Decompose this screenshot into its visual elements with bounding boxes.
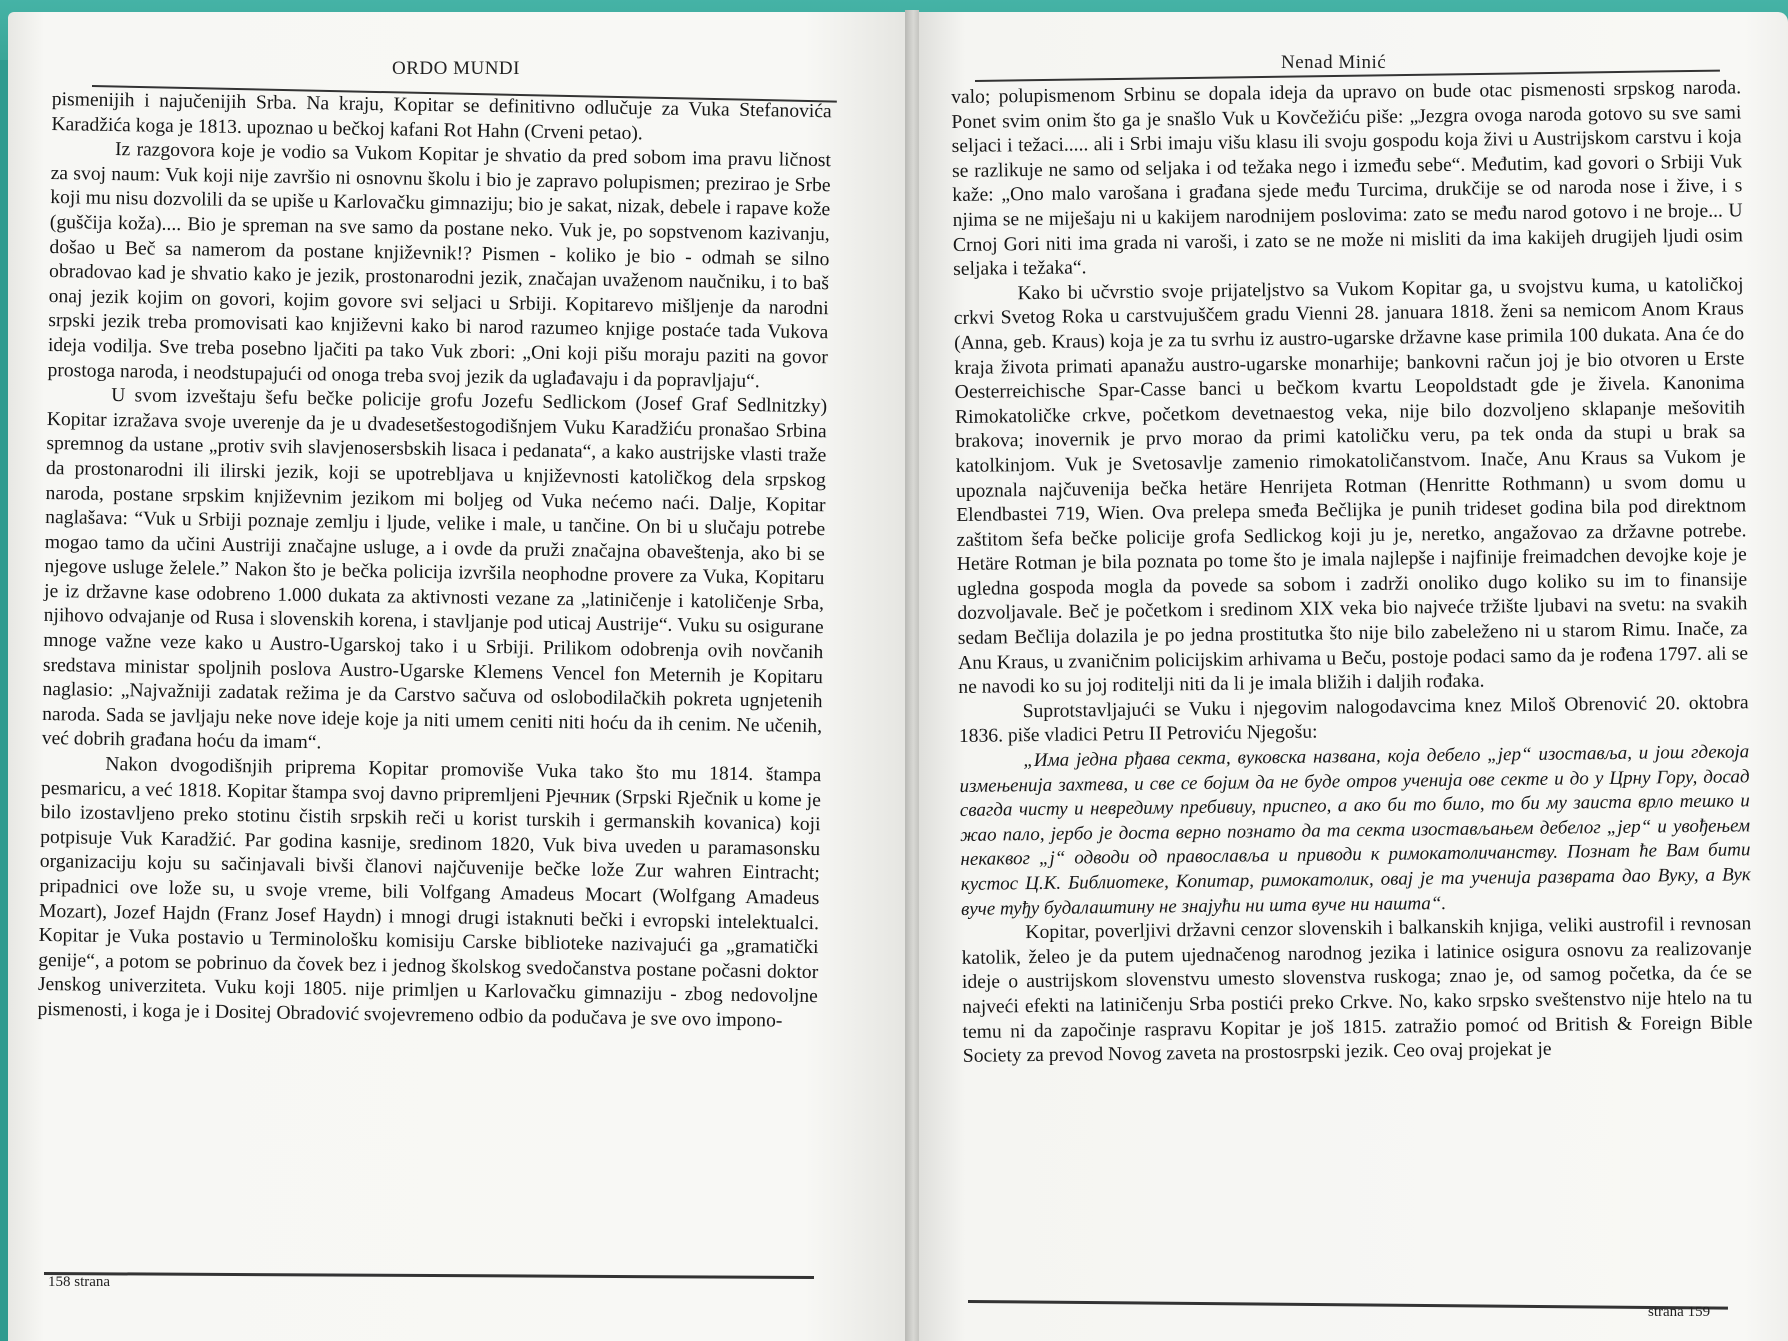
book-gutter	[905, 10, 919, 1341]
paragraph: pismenijih i najučenijih Srba. Na kraju, Kopitar se definitivno odlučuje za Vuka Stefanovića Karadžića koga je 1813. upoznao u bečkoj kafani Rot Hahn (Crveni petao).	[51, 88, 832, 144]
paragraph: Nakon dvogodišnjih priprema Kopitar promoviše Vuka tako što mu 1814. štampa pesmaricu, a već 1818. Kopitar štampa svoj davno pripremljeni Рјечник (Srpski Rječnik u kome je bilo izostavljeno preko stotinu čistih srpskih reči u korist turskih i germanskih kovanica) koji potpisuje Vuk Karadžić. Par godina kasnije, sredinom 1820, Vuk biva uveden u paramasonsku organizaciju koju su sačinjavali bivši članovi najčuvenije bečke lože Zur wahren Eintracht; pripadnici ove lože su, u svoje vreme, bili Volfgang Amadeus Mocart (Wolfgang Amadeus Mozart), Jozef Hajdn (Franz Josef Haydn) i mnogi drugi istaknuti bečki i evropski intelektualci. Kopitar je Vuka postavio u Terminološku komisiju Carske biblioteke nazivajući ga „gramatički genije“, a potom se pobrinuo da čovek bez i jednog školskog svedočanstva postane počasni doktor Jenskog univerziteta. Vuku koji 1805. nije primljen u Karlovačku gimnaziju - zbog nedovoljne pismenosti, i koga je i Dositej Obradović svojevremeno odbio da podučava je sve ovo impono-	[37, 753, 822, 1032]
paragraph: Suprotstavljajući se Vuku i njegovim nalogodavcima knez Miloš Obrenović 20. oktobra 1836. piše vladici Petru II Petroviću Njegošu:	[958, 692, 1749, 748]
footer-rule	[44, 1272, 814, 1279]
paragraph: Iz razgovora koje je vodio sa Vukom Kopitar je shvatio da pred sobom ima pravu ličnost za svoj naum: Vuk koji nije završio ni osnovnu školu i bio je zapravo polupismen; prezirao je Srbe koji mu nisu dozvolili da se upiše u Karlovačku gimnaziju; bio je sakat, nizak, debele i rapave kože (guščija koža).... Bio je spreman na sve samo da postane neko. Vuk je, po sopstvenom kazivanju, došao u Beč sa namerom da postane književnik!? Pismen - koliko je bio - odmah se silno obradovao kad je shvatio kako je jezik, prostonarodni jezik, značajan uvaženom naučniku, i to baš onaj jezik kojim on govori, kojim govore svi seljaci u Srbiji. Kopitarevo mišljenje da narodni srpski jezik treba promovisati kao književni kako bi narod razumeo knjige postaće tada Vukova ideja vodilja. Sve treba posebno ljačiti pa tako Vuk zbori: „Oni koji pišu moraju paziti na govor prostoga naroda, i neodstupajući od onoga treba svoj jezik da uglađavaju i da popravljaju“.	[47, 139, 832, 392]
body-text	[951, 76, 1753, 1069]
footer-rule	[968, 1300, 1728, 1310]
running-head: Nenad Minić	[1281, 52, 1387, 73]
quotation: „Има једна рђава секта, вуковска названа, која дебело „јер“ изоставља, и још гдекоја измењенија захтева, и све се бојим да не буде отров ученија ове секте и до у Црну Гору, досад свагда чисту и невредиму пребивиу, приспео, а ако би то било, то би му заиста врло тешко и жао пало, јербо је доста верно познато да та секта изостављањем дебелог „јер“ и увођењем некаквог „ј“ одводи од православља и приводи к римокатоличанству. Познат ће Вам бити кустос Ц.К. Библиотеке, Копитар, римокатолик, овај је та ученија разврата дао Вуку, а Вук вуче туђу будалаштину не знајући ни шта вуче ни нашта“.	[959, 741, 1751, 920]
paragraph: U svom izveštaju šefu bečke policije grofu Jozefu Sedlickom (Josef Graf Sedlnitzky) Kopitar izražava svoje uverenje da je u dvadesetšestogodišnjem Vuku Karadžiću pronašao Srbina spremnog da ustane „protiv svih slavjenosersbskih lisaca i pedanata“, a kako austrijske vlasti traže da prostonarodni ili ilirski jezik, koji se upotrebljava u književnosti katoličkog dela srpskog naroda, postane srpskim književnim jezikom mi boljeg od Vuka nećemo naći. Dalje, Kopitar naglašava: “Vuk u Srbiji poznaje zemlju i ljude, velike i male, u tančine. On bi u slučaju potrebe mogao tamo da učini Austriji značajne usluge, a i ovde da pruži značajna obaveštenja, ako bi se njegove usluge želele.” Nakon što je bečka policija izvršila neophodne provere za Vuka, Kopitaru je iz državne kase odobreno 1.000 dukata za aktivnosti vezane za „latiničenje i katoličenje Srba, njihovo odvajanje od Rusa i slovenskih korena, i stavljanje pod uticaj Austrije“. Vuku su osigurane mnoge važne veze kako u Austro-Ugarskoj tako i u Srbiji. Prilikom odobrenja ovih novčanih sredstava ministar spoljnih poslova Austro-Ugarske Klemens Vencel fon Meternih je Kopitaru naglasio: „Najvažniji zadatak režima je da Carstvo sačuva od oslobodilačkih pokreta ugnjetenih naroda. Sada se javljaju neke nove ideje koje ja niti umem ceniti niti hoću da ih cenim. Ne učenih, već dobrih građana hoću da imam“.	[41, 385, 828, 754]
page-number: 158 strana	[48, 1274, 111, 1290]
left-page	[8, 12, 913, 1341]
paragraph: Kako bi učvrstio svoje prijateljstvo sa Vukom Kopitar ga, u svojstvu kuma, u katoličkoj crkvi Svetog Roka u carstvujuščem gradu Vienni 28. januara 1818. ženi sa nemicom Anom Kraus (Anna, geb. Kraus) koja je za tu svrhu iz austro-ugarske državne kase primila 100 dukata. Ana će do kraja života primati apanažu austro-ugarske monarhije; bankovni račun joj je bio otvoren u Erste Oesterreichische Spar-Casse banci u bečkom kvartu Leopoldstadt gde je živela. Kanonima Rimokatoličke crkve, početkom devetnaestog veka, nije bilo dozvoljeno sklapanje mešovitih brakova; inovernik je prvo morao da primi katoličku veru, pa tek onda da stupi u brak sa katolkinjom. Vuk je Svetosavlje zamenio rimokatoličanstvom. Inače, Anu Kraus sa Vukom je upoznala najčuvenija bečka hetäre Henrijeta Rotman (Henritte Rothmann) u svom domu u Elendbastei 719, Wien. Ova prelepa smeđa Bečlijka je punih trideset godina bila pod direktnom zaštitom šefa bečke policije grofa Sedlickog koji ju je, neretko, angažovao za državne potrebe. Hetäre Rotman je bila poznata po tome što je imala najlepše i najfinije freimadchen devojke koje je ugledna gospoda mogla da povede sa sobom i zadrži onoliko dugo koliko su im to finansije dozvoljavale. Beč je početkom i sredinom XIX veka bio najveće tržište ljubavi na svetu: na svakih sedam Bečlija dolazila je po jedna prostitutka što nije bilo zabeleženo ni u starom Rimu. Inače, za Anu Kraus, u zvaničnim policijskim arhivama u Beču, postoje podaci samo da je rođena 1797. ali se ne navodi ko su joj roditelji niti da li je imala bližih i daljih rođaka.	[953, 274, 1749, 699]
paragraph: valo; polupismenom Srbinu se dopala ideja da upravo on bude otac pismenosti srpskog naroda. Ponet svim onim što ga je snašlo Vuk u Kovčežiću piše: „Jezgra ovoga naroda gotovo su sve sami seljaci i težaci..... ali i Srbi imaju višu klasu ili svoju gospodu koja živi u Austrijskom carstvu i koja se razlikuje ne samo od seljaka i od težaka nego i između sebe“. Međutim, kad govori o Srbiji Vuk kaže: „Ono malo varošana i građana sjede među Turcima, drukčije se od naroda nose i žive, i s njima se ne miješaju ni u kakijem narodnijem poslovima: zato se među narod gotovo i ne broje... U Crnoj Gori niti ima grada ni varoši, i zato se ne može ni misliti da ima kakijeh drugijeh ljudi osim seljaka i težaka“.	[951, 77, 1744, 281]
body-text	[37, 88, 832, 1035]
right-page	[913, 12, 1788, 1341]
paragraph: Kopitar, poverljivi državni cenzor slovenskih i balkanskih knjiga, veliki austrofil i revnosan katolik, želeo je da putem ujednačenog narodnog jezika i latinice osigura osnovu za realizovanje ideje o austrijskom slovenstvu umesto slovenstva ruskoga; znao je, od samog početka, da će se najveći efekti na latiničenju Srba postići preko Crkve. No, kako srpsko sveštenstvo nije htelo na tu temu ni da započinje raspravu Kopitar je još 1815. zatražio pomoć od British & Foreign Bible Society za prevod Novog zaveta na prostosrpski jezik. Ceo ovaj projekat je	[961, 913, 1753, 1068]
page-number: strana 159	[1648, 1304, 1711, 1320]
running-head: ORDO MUNDI	[392, 58, 520, 79]
